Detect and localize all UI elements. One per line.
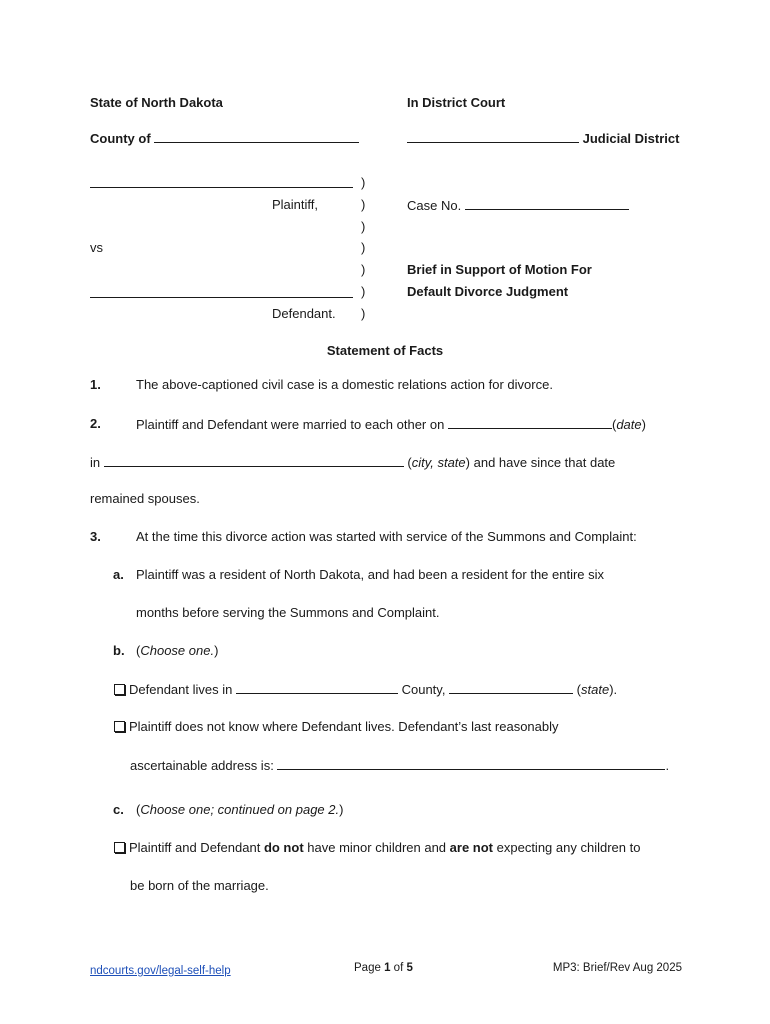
last-address-blank[interactable] xyxy=(277,757,665,770)
item-1-number: 1. xyxy=(90,377,101,392)
vs-label: vs xyxy=(90,240,103,255)
defendant-state-blank[interactable] xyxy=(449,681,573,694)
county-blank[interactable] xyxy=(154,130,359,143)
item-3a-text-line1: Plaintiff was a resident of North Dakota, and had been a resident for the entire six xyxy=(136,567,605,582)
page-number: 1 xyxy=(384,962,391,974)
form-id: MP3: Brief/Rev Aug 2025 xyxy=(552,962,682,974)
checkbox[interactable] xyxy=(114,684,125,695)
item-3a-text-line2: months before serving the Summons and Complaint. xyxy=(136,605,440,620)
footer-link[interactable]: ndcourts.gov/legal-self-help xyxy=(90,965,231,977)
checkbox[interactable] xyxy=(114,721,125,732)
defendant-county-blank[interactable] xyxy=(236,681,398,694)
defendant-label: Defendant. xyxy=(272,306,336,321)
item-3c-option-1-line2: be born of the marriage. xyxy=(130,878,269,893)
option-text: Defendant lives in xyxy=(129,682,233,697)
option-text: Plaintiff and Defendant xyxy=(129,840,261,855)
item-2-continued: and have since that date xyxy=(473,455,616,470)
item-2-line3: remained spouses. xyxy=(90,491,200,506)
item-3b-label: b. xyxy=(113,643,125,658)
caption-paren: ) xyxy=(361,284,366,299)
option-text: have minor children and xyxy=(307,840,447,855)
caption-paren: ) xyxy=(361,197,366,212)
item-2-line2: in (city, state) and have since that date xyxy=(90,455,616,470)
statement-of-facts-heading: Statement of Facts xyxy=(326,343,444,358)
item-2-text: Plaintiff and Defendant were married to each other on xyxy=(136,417,445,432)
county-line xyxy=(90,130,359,146)
county-word: County, xyxy=(401,682,446,697)
page-indicator xyxy=(354,962,413,974)
footer-link-wrap xyxy=(90,962,231,977)
case-number-blank[interactable] xyxy=(465,197,629,210)
item-3b-instruction: (Choose one.) xyxy=(136,643,219,658)
case-number-line xyxy=(407,197,629,213)
page-total: 5 xyxy=(406,962,413,974)
caption-paren: ) xyxy=(361,175,366,190)
caption-paren: ) xyxy=(361,219,366,234)
choose-one-continued-hint: Choose one; continued on page 2. xyxy=(140,802,340,817)
plaintiff-label: Plaintiff, xyxy=(272,197,319,212)
state-label: State of North Dakota xyxy=(90,95,223,110)
defendant-name-blank[interactable] xyxy=(90,297,353,298)
item-3a-label: a. xyxy=(113,567,124,582)
caption-paren: ) xyxy=(361,240,366,255)
choose-one-hint: Choose one. xyxy=(140,643,215,658)
item-3c-label: c. xyxy=(113,802,124,817)
caption-paren: ) xyxy=(361,306,366,321)
state-hint: state xyxy=(581,682,610,697)
plaintiff-name-blank[interactable] xyxy=(90,187,353,188)
item-3b-option-2-line2: ascertainable address is: . xyxy=(130,758,670,773)
item-3-number: 3. xyxy=(90,529,101,544)
item-2-number: 2. xyxy=(90,416,101,431)
of-word: of xyxy=(393,962,404,974)
item-3c-instruction: (Choose one; continued on page 2.) xyxy=(136,802,344,817)
address-label: ascertainable address is: xyxy=(130,758,274,773)
marriage-place-blank[interactable] xyxy=(104,454,404,467)
checkbox[interactable] xyxy=(114,842,125,853)
item-1-text: The above-captioned civil case is a domestic relations action for divorce. xyxy=(136,377,553,392)
date-hint: date xyxy=(616,417,642,432)
marriage-date-blank[interactable] xyxy=(448,416,612,429)
caption-paren: ) xyxy=(361,262,366,277)
court-label: In District Court xyxy=(407,95,506,110)
doc-title-line1: Brief in Support of Motion For xyxy=(407,262,592,277)
district-line xyxy=(407,130,679,146)
page-word: Page xyxy=(354,962,381,974)
item-3b-option-2 xyxy=(114,719,559,734)
city-state-hint: city, state xyxy=(411,455,466,470)
case-number-label: Case No. xyxy=(407,198,462,213)
county-label: County of xyxy=(90,131,151,146)
are-not-emphasis: are not xyxy=(449,840,493,855)
district-label: Judicial District xyxy=(582,131,680,146)
in-label: in xyxy=(90,455,101,470)
do-not-emphasis: do not xyxy=(263,840,304,855)
item-3c-option-1 xyxy=(114,840,640,855)
item-3-text: At the time this divorce action was started with service of the Summons and Complaint: xyxy=(136,529,637,544)
option-text: expecting any children to xyxy=(496,840,641,855)
doc-title-line2: Default Divorce Judgment xyxy=(407,284,569,299)
district-blank[interactable] xyxy=(407,130,579,143)
item-3b-option-1: Defendant lives in County, (state). xyxy=(114,681,617,697)
item-2-line1: Plaintiff and Defendant were married to each other on (date) xyxy=(136,417,646,432)
option-text: Plaintiff does not know where Defendant lives. Defendant’s last reasonably xyxy=(129,719,559,734)
